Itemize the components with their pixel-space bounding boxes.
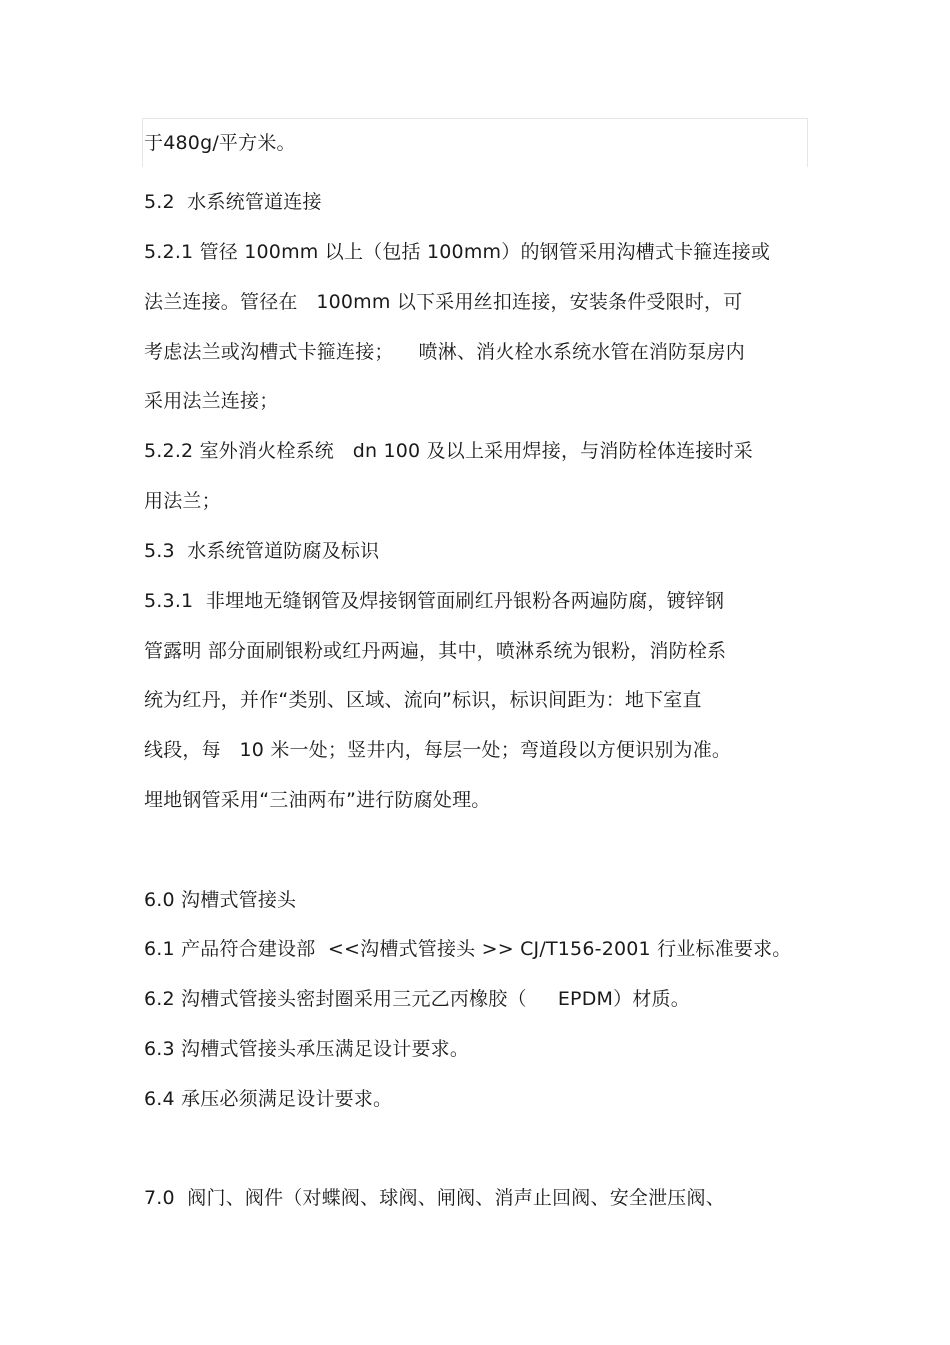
text-line: 采用法兰连接； xyxy=(144,390,279,412)
text-line: 埋地钢管采用“三油两布”进行防腐处理。 xyxy=(144,789,491,811)
text-line: 6.3 沟槽式管接头承压满足设计要求。 xyxy=(144,1038,470,1060)
text-line: 统为红丹，并作“类别、区域、流向”标识，标识间距为：地下室直 xyxy=(144,689,702,711)
text-line: 5.2.1 管径 100mm 以上（包括 100mm）的钢管采用沟槽式卡箍连接或 xyxy=(144,241,771,263)
text-line: 用法兰； xyxy=(144,490,221,512)
section-heading-5-2: 5.2 水系统管道连接 xyxy=(144,191,322,213)
text-line: 6.1 产品符合建设部 <<沟槽式管接头 >> CJ/T156-2001 行业标准要求。 xyxy=(144,938,792,960)
text-line: 5.3.1 非埋地无缝钢管及焊接钢管面刷红丹银粉各两遍防腐，镀锌钢 xyxy=(144,590,725,612)
text-line: 6.2 沟槽式管接头密封圈采用三元乙丙橡胶（ EPDM）材质。 xyxy=(144,988,690,1010)
section-heading-7-0: 7.0 阀门、阀件（对蝶阀、球阀、闸阀、消声止回阀、安全泄压阀、 xyxy=(144,1187,725,1209)
text-line: 法兰连接。管径在 100mm 以下采用丝扣连接，安装条件受限时，可 xyxy=(144,291,743,313)
text-line: 管露明 部分面刷银粉或红丹两遍，其中，喷淋系统为银粉，消防栓系 xyxy=(144,640,727,662)
text-line: 5.2.2 室外消火栓系统 dn 100 及以上采用焊接，与消防栓体连接时采 xyxy=(144,440,753,462)
text-line: 于480g/平方米。 xyxy=(144,132,296,154)
text-line: 线段，每 10 米一处；竖井内，每层一处；弯道段以方便识别为准。 xyxy=(144,739,732,761)
text-line: 考虑法兰或沟槽式卡箍连接； 喷淋、消火栓水系统水管在消防泵房内 xyxy=(144,341,745,363)
section-heading-6-0: 6.0 沟槽式管接头 xyxy=(144,889,297,911)
text-line: 6.4 承压必须满足设计要求。 xyxy=(144,1088,393,1110)
section-heading-5-3: 5.3 水系统管道防腐及标识 xyxy=(144,540,380,562)
